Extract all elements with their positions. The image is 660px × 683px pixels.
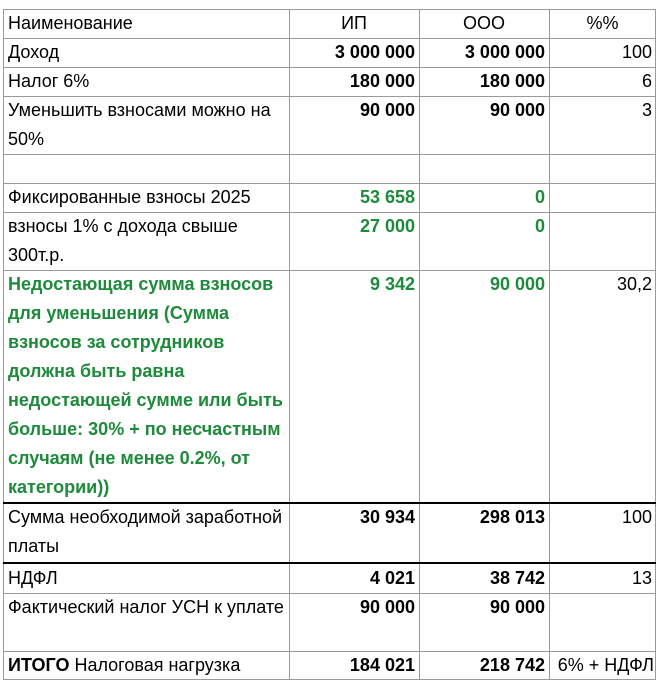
table-row-total [3, 651, 656, 680]
cell-name[interactable] [3, 154, 289, 183]
grid-line [3, 96, 656, 97]
cell-pct[interactable]: 100 [621, 507, 652, 527]
cell-name[interactable]: Сумма необходимой заработной платы [8, 507, 283, 556]
cell-ip[interactable]: 90 000 [359, 100, 415, 120]
grid-line [419, 9, 420, 680]
cell-pct[interactable]: 100 [621, 42, 652, 62]
table-row-tax [3, 67, 656, 96]
cell-name[interactable]: взносы 1% с дохода свыше 300т.р. [8, 216, 238, 265]
grid-line [3, 183, 656, 184]
table-row-fixed [3, 183, 656, 212]
cell-ooo[interactable]: 90 000 [489, 274, 545, 294]
grid-line [289, 9, 290, 680]
cell-name[interactable]: НДФЛ [8, 568, 58, 588]
cell-name[interactable] [3, 651, 289, 680]
cell-name[interactable]: Налог 6% [8, 71, 90, 91]
grid-line [3, 593, 656, 594]
header-pct[interactable]: %% [586, 13, 619, 33]
header-ip[interactable]: ИП [341, 13, 367, 33]
cell-pct[interactable] [549, 593, 656, 651]
grid-line [3, 38, 656, 39]
cell-ooo[interactable]: 90 000 [489, 597, 545, 617]
cell-name[interactable]: Фиксированные взносы 2025 [8, 187, 251, 207]
cell-ooo[interactable]: 298 013 [479, 507, 545, 527]
cell-ip[interactable]: 53 658 [359, 187, 415, 207]
grid-line [3, 9, 4, 680]
grid-line [655, 9, 656, 680]
cell-name[interactable]: Фактический налог УСН к уплате [8, 597, 284, 617]
grid-line [3, 679, 656, 680]
cell-ooo[interactable]: 38 742 [489, 568, 545, 588]
cell-pct[interactable]: 6% + НДФЛ [557, 655, 654, 675]
cell-pct[interactable] [549, 212, 656, 270]
grid-line [3, 502, 656, 504]
grid-line [3, 154, 656, 155]
cell-pct[interactable]: 30,2 [616, 274, 652, 294]
grid-line [3, 212, 656, 213]
cell-ip[interactable]: 30 934 [359, 507, 415, 527]
cell-ooo[interactable] [419, 154, 549, 183]
cell-ooo[interactable]: 218 742 [479, 655, 545, 675]
cell-ooo[interactable]: 0 [534, 187, 545, 207]
cell-name[interactable]: Доход [8, 42, 60, 62]
header-ooo[interactable]: ООО [462, 13, 505, 33]
grid-line [3, 651, 656, 652]
grid-line [549, 9, 550, 680]
table-row-ndfl [3, 564, 656, 593]
cell-name[interactable]: Уменьшить взносами можно на 50% [8, 100, 271, 149]
cell-pct[interactable]: 3 [641, 100, 652, 120]
grid-line [3, 562, 656, 564]
cell-ip[interactable]: 4 021 [369, 568, 415, 588]
spreadsheet-table [3, 9, 656, 680]
cell-ooo[interactable]: 3 000 000 [464, 42, 545, 62]
header-name[interactable]: Наименование [8, 13, 133, 33]
table-row-income [3, 38, 656, 67]
cell-name[interactable]: Недостающая сумма взносов для уменьшения (Сумма взносов за сотрудников должна быть равна недостающей сумме или быть больше: 30% + по несчастным случаям (не менее 0.2%, от категории)) [8, 274, 283, 497]
cell-ip[interactable]: 90 000 [359, 597, 415, 617]
cell-pct[interactable]: 6 [641, 71, 652, 91]
total-label-bold: ИТОГО [8, 655, 70, 675]
cell-ip[interactable]: 9 342 [369, 274, 415, 294]
cell-ip[interactable]: 27 000 [359, 216, 415, 236]
cell-ooo[interactable]: 0 [534, 216, 545, 236]
cell-pct[interactable]: 13 [631, 568, 652, 588]
cell-ip[interactable]: 180 000 [349, 71, 415, 91]
table-row-missing [3, 270, 656, 503]
cell-ooo[interactable]: 180 000 [479, 71, 545, 91]
table-row-reduce [3, 96, 656, 154]
table-row-salary [3, 503, 656, 561]
table-row-one-pct [3, 212, 656, 270]
cell-ip[interactable]: 184 021 [349, 655, 415, 675]
grid-line [3, 9, 656, 10]
grid-line [3, 270, 656, 271]
cell-ooo[interactable]: 90 000 [489, 100, 545, 120]
cell-ip[interactable] [289, 154, 419, 183]
grid-line [3, 67, 656, 68]
cell-pct[interactable] [549, 154, 656, 183]
table-row-usn [3, 593, 656, 651]
table-row-empty [3, 154, 656, 183]
cell-ip[interactable]: 3 000 000 [334, 42, 415, 62]
total-label-rest: Налоговая нагрузка [69, 655, 241, 675]
cell-pct[interactable] [549, 183, 656, 212]
header-row [3, 9, 656, 38]
